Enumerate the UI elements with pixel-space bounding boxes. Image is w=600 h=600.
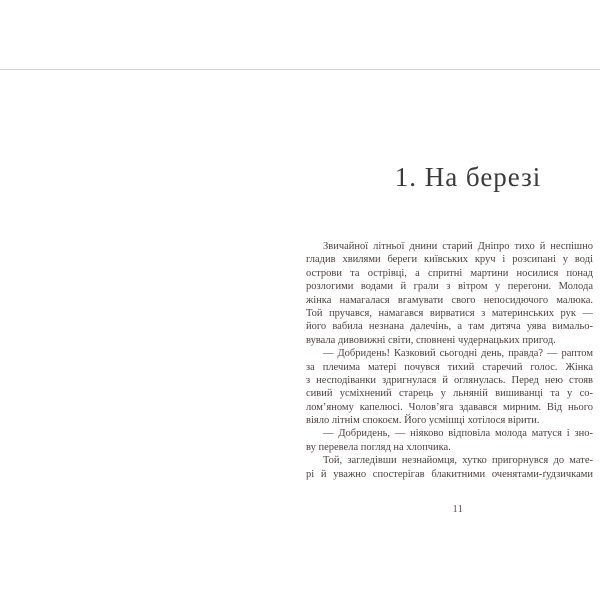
text-line: з несподіванки здригнулася й оглянулась. Перед нею стояв xyxy=(306,374,593,386)
text-line: віяло літнім спокоєм. Його усмішці хотілося вірити. xyxy=(306,415,540,427)
text-line: розлогими водами й грали з вітром у перегони. Молода xyxy=(306,281,593,293)
page-number: 11 xyxy=(452,504,464,515)
text-line: вувала дивовижні світи, сповнені чудернацьких пригод. xyxy=(306,334,556,346)
text-line: лом’яному капелюсі. Чолов’яга здавався мирним. Від нього xyxy=(306,401,593,413)
left-page-blank xyxy=(0,70,300,600)
text-line: острови та острівці, а спритні мартини носилися понад xyxy=(306,267,593,279)
chapter-title: 1. На березі xyxy=(394,162,542,192)
text-line: гладив хвилями береги київських круч і розсипані у воді xyxy=(306,254,593,266)
text-line: сивий усміхнений старець у льняній вишиванці та у со- xyxy=(306,388,593,400)
text-line: Той пручався, намагався вирватися з материнських рук — xyxy=(306,307,593,319)
chapter-body xyxy=(306,240,593,481)
text-line: за плечима матері почувся тихий старечий голос. Жінка xyxy=(306,361,593,373)
text-line: Звичайної літньої днини старий Дніпро тихо й неспішно xyxy=(323,241,593,252)
text-line: Той, загледівши незнайомця, хутко пригорнувся до мате- xyxy=(323,455,593,467)
text-line: жінка намагалася вгамувати свого непосидючого малюка. xyxy=(306,294,593,306)
text-line: — Добридень! Казковий сьогодні день, правда? — раптом xyxy=(323,348,593,360)
text-line: його вабила незнана далечінь, а там дитяча уява вимальо- xyxy=(306,321,593,333)
right-page xyxy=(300,70,600,600)
text-line: рі й уважно спостерігав блакитними оченятами-ґудзичками xyxy=(306,468,593,480)
text-line: ву перевела погляд на хлопчика. xyxy=(306,441,451,453)
text-line: — Добридень, — ніяково відповіла молода матуся і зно- xyxy=(323,428,593,440)
